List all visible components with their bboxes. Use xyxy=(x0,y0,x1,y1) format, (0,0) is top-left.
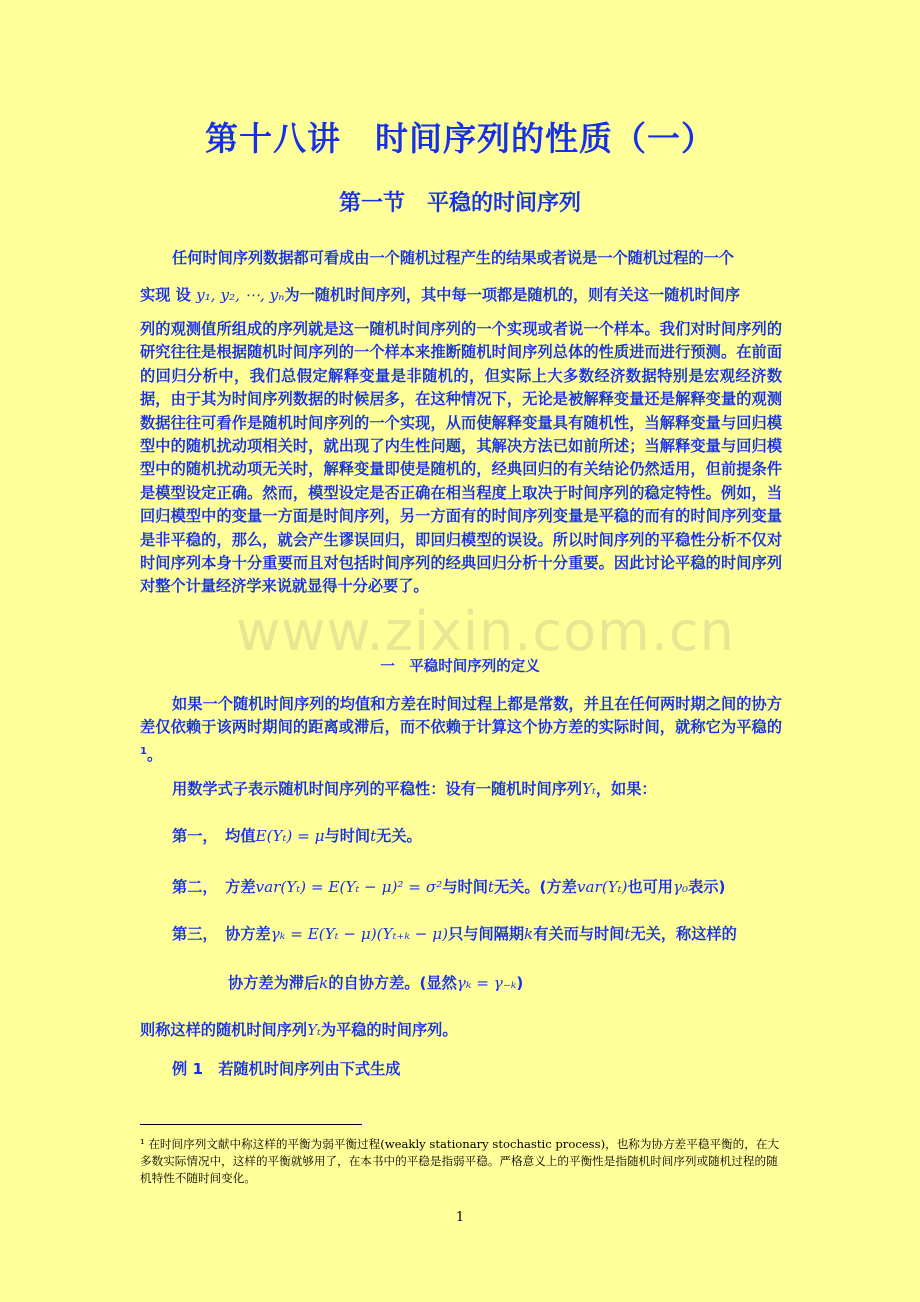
condition-1 xyxy=(172,825,422,846)
conclusion-pre: 则称这样的随机时间序列 xyxy=(140,1021,308,1039)
footnote-ref[interactable]: 1 xyxy=(140,745,147,757)
example-heading: 例 1 若随机时间序列由下式生成 xyxy=(172,1060,401,1078)
cond2-post: 与时间 xyxy=(442,878,488,896)
condition-3 xyxy=(172,923,737,944)
para1-line1: 任何时间序列数据都可看成由一个随机过程产生的结果或者说是一个随机过程的一个 xyxy=(172,249,734,267)
para2-body xyxy=(140,693,782,767)
conclusion-math: Yₜ xyxy=(307,1021,321,1039)
cond2-post2: 无关。(方差 xyxy=(493,878,577,896)
condition-2 xyxy=(172,876,725,897)
cond2-label: 第二， xyxy=(172,878,210,896)
cond3-math: γₖ = E(Yₜ − μ)(Yₜ₊ₖ − μ) xyxy=(270,925,449,943)
para2-end: 。 xyxy=(146,745,163,764)
cond1-t: t xyxy=(370,827,377,845)
footnote: ¹ 在时间序列文献中称这样的平衡为弱平衡过程(weakly stationary stochastic process)，也称为协方差平稳平衡的，在大多数实际情况中，这样的平衡就够用了，在本书中的平稳是指弱平稳。严格意义上的平衡性是指随机时间序列或随机过程的随机特性不随时间变化。 xyxy=(140,1137,780,1185)
cond3-post: 只与间隔期 xyxy=(448,925,525,943)
footnote-rule xyxy=(140,1124,362,1125)
def-post: ，如果： xyxy=(595,780,657,798)
section-heading: 第一节 平稳的时间序列 xyxy=(338,191,581,216)
cond1-label: 第一， xyxy=(172,827,210,845)
para1-body: 列的观测值所组成的序列就是这一随机时间序列的一个实现或者说一个样本。我们对时间序列的研究往往是根据随机时间序列的一个样本来推断随机时间序列总体的性质进而进行预测。在前面的回归分析中，我们总假定解释变量是非随机的，但实际上大多数经济数据特别是宏观经济数据，由于其为时间序列数据的时候居多，在这种情况下，无论是被解释变量还是解释变量的观测数据往往可看作是随机时间序列的一个实现，从而使解释变量具有随机性，当解释变量与回归模型中的随机扰动项相关时，就出现了内生性问题，其解决方法已如前所述；当解释变量与回归模型中的随机扰动项无关时，解释变量即使是随机的，经典回归的有关结论仍然适用，但前提条件是模型设定正确。然而，模型设定是否正确在相当程度上取决于时间序列的稳定特性。例如，当回归模型中的变量一方面是时间序列，另一方面有的时间序列变量是平稳的而有的时间序列变量是非平稳的，那么，就会产生谬误回归，即回归模型的误设。所以时间序列的平稳性分析不仅对时间序列本身十分重要而且对包括时间序列的经典回归分析十分重要。因此讨论平稳的时间序列对整个计量经济学来说就显得十分必要了。 xyxy=(140,320,782,596)
cond3b-end: ) xyxy=(516,974,524,992)
cond3-post3: 无关，称这样的 xyxy=(630,925,737,943)
para1-line2-post: 为一随机时间序列，其中每一项都是随机的，则有关这一随机时间序 xyxy=(284,286,740,304)
cond2-math2: var(Yₜ) xyxy=(576,878,628,896)
watermark: www.zixin.com.cn xyxy=(236,600,735,663)
cond2-math3: γ₀ xyxy=(672,878,689,896)
cond3-k: k xyxy=(524,925,534,943)
cond1-pre: 均值 xyxy=(225,827,256,845)
condition-3-cont xyxy=(228,972,523,993)
conclusion xyxy=(140,1019,458,1040)
page-number: 1 xyxy=(455,1210,465,1225)
cond3b-math: γₖ = γ₋ₖ xyxy=(456,974,517,992)
cond3-pre: 协方差 xyxy=(225,925,271,943)
cond3-label: 第三， xyxy=(172,925,210,943)
para2-text: 如果一个随机时间序列的均值和方差在时间过程上都是常数，并且在任何两时期之间的协方差仅依赖于该两时期间的距离或滞后，而不依赖于计算这个协方差的实际时间，就称它为平稳的 xyxy=(140,695,782,737)
lecture-title: 第十八讲 时间序列的性质（一） xyxy=(205,119,715,158)
def-pre: 用数学式子表示随机时间序列的平稳性：设有一随机时间序列 xyxy=(172,780,583,798)
para1-line2-pre: 实现 设 xyxy=(140,286,197,304)
cond3-t: t xyxy=(624,925,631,943)
sequence-math: y₁, y₂, ⋯, yₙ xyxy=(196,286,285,304)
cond1-post2: 无关。 xyxy=(376,827,422,845)
def-math: Yₜ xyxy=(582,780,596,798)
cond3b-post: 的自协方差。(显然 xyxy=(328,974,457,992)
conclusion-post: 为平稳的时间序列。 xyxy=(320,1021,458,1039)
cond2-pre: 方差 xyxy=(225,878,256,896)
definition-intro xyxy=(172,778,657,799)
cond1-post: 与时间 xyxy=(324,827,371,845)
cond3b-pre: 协方差为滞后 xyxy=(228,974,320,992)
cond2-post4: 表示) xyxy=(688,878,726,896)
cond1-math: E(Yₜ) = μ xyxy=(255,827,325,845)
subsection-heading: 一 平稳时间序列的定义 xyxy=(380,659,540,675)
cond3b-k: k xyxy=(319,974,329,992)
para1-line2 xyxy=(140,284,740,305)
cond3-post2: 有关而与时间 xyxy=(533,925,625,943)
cond2-t: t xyxy=(487,878,494,896)
cond2-math: var(Yₜ) = E(Yₜ − μ)² = σ² xyxy=(255,878,443,896)
cond2-post3: 也可用 xyxy=(627,878,673,896)
